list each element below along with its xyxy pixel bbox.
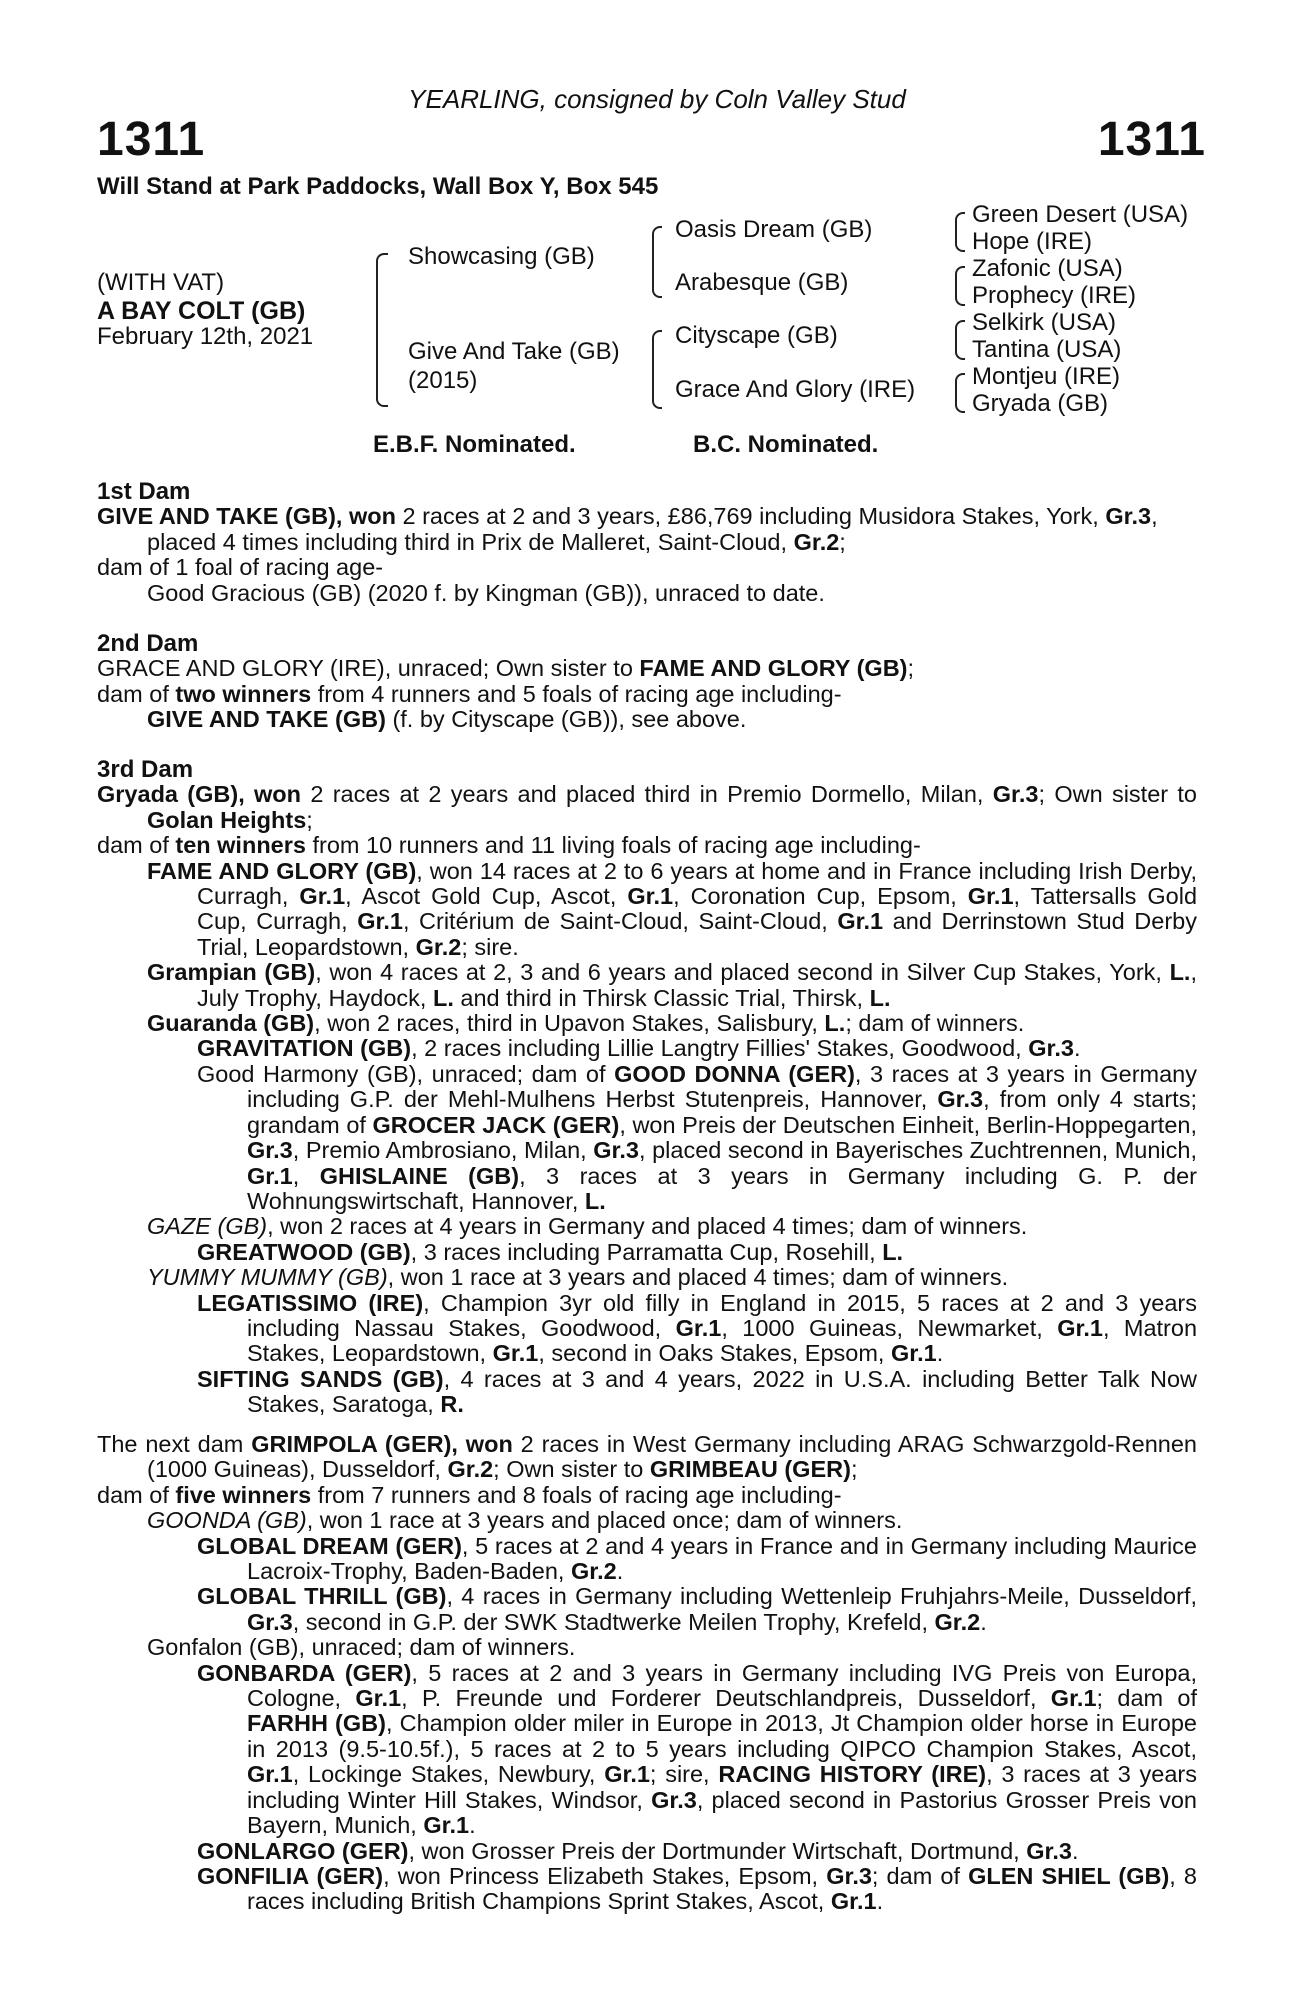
pedigree-dam-year: (2015) [408,367,478,394]
second-dam-text-5: (f. by Cityscape (GB)), see above. [385,706,747,733]
next-dam-section [97,1432,1197,1915]
winners-count: five winners [175,1481,312,1508]
list-item: GLOBAL THRILL (GB), 4 races in Germany including Wettenleip Fruhjahrs-Meile, Dusseldorf, Gr.3, second in G.P. der SWK Stadtwerke Meilen Trophy, Krefeld, Gr.2. [197,1583,1198,1635]
horse-description: A BAY COLT (GB) [97,297,306,325]
second-dam-text-4: from 4 runners and 5 foals of racing age including- [311,680,842,707]
pedigree-g3-7: Montjeu (IRE) [972,363,1121,390]
list-item: Gonfalon (GB), unraced; dam of winners. [147,1634,576,1661]
pedigree-bracket-g3-2 [955,266,965,306]
winners-count: ten winners [175,832,306,859]
third-dam-text-1: 2 races at 2 years and placed third in Premio Dormello, Milan, [301,781,993,808]
list-item: Guaranda (GB), won 2 races, third in Upavon Stakes, Salisbury, L.; dam of winners. [147,1010,1025,1037]
sibling-name: FAME AND GLORY (GB) [639,655,908,682]
winners-count: two winners [175,680,312,707]
list-item: GRAVITATION (GB), 2 races including Lillie Langtry Fillies' Stakes, Goodwood, Gr.3. [197,1035,1081,1062]
grade-badge: Gr.3 [992,781,1039,808]
first-dam-record [97,504,1197,555]
pedigree-g3-4: Prophecy (IRE) [972,282,1137,309]
first-dam-text-2: , placed 4 times including third in Prix de Malleret, Saint-Cloud, [147,503,1158,555]
pedigree-sire-dam: Arabesque (GB) [675,269,849,296]
grade-badge: Gr.2 [793,528,840,555]
pedigree-bracket-g3-1 [955,212,965,252]
vat-note: (WITH VAT) [97,269,225,296]
list-item: YUMMY MUMMY (GB), won 1 race at 3 years and placed 4 times; dam of winners. [147,1264,1009,1291]
bc-nomination: B.C. Nominated. [693,431,879,458]
list-item: FAME AND GLORY (GB), won 14 races at 2 to 6 years at home and in France including Irish Derby, Curragh, Gr.1, Ascot Gold Cup, Ascot, Gr.1, Coronation Cup, Epsom, Gr.1, Tattersalls Gold Cup, Curragh, Gr.1, Critérium de Saint-Cloud, Saint-Cloud, Gr.1 and Derrinstown Stud Derby Trial, Leopardstown, Gr.2; sire. [147,857,1198,960]
next-dam-text-4: dam of [97,1481,176,1508]
first-dam-section [97,479,1197,606]
list-item: LEGATISSIMO (IRE), Champion 3yr old filly in England in 2015, 5 races at 2 and 3 years including Nassau Stakes, Goodwood, Gr.1, 1000 Guineas, Newmarket, Gr.1, Matron Stakes, Leopardstown, Gr.1, second in Oaks Stakes, Epsom, Gr.1. [197,1289,1198,1367]
third-dam-name: Gryada (GB), won [97,781,302,808]
list-item: GONBARDA (GER), 5 races at 2 and 3 years in Germany including IVG Preis von Europa, Cologne, Gr.1, P. Freunde und Forderer Deutschlandpreis, Dusseldorf, Gr.1; dam of FARHH (GB), Champion older miler in Europe in 2013, Jt Champion older horse in Europe in 2013 (9.5-10.5f.), 5 races at 2 to 5 years including QIPCO Champion Stakes, Ascot, Gr.1, Lockinge Stakes, Newbury, Gr.1; sire, RACING HISTORY (IRE), 3 races at 3 years including Winter Hill Stakes, Windsor, Gr.3, placed second in Pastorius Grosser Preis von Bayern, Munich, Gr.1. [197,1659,1198,1839]
next-dam-text-2: ; Own sister to [493,1456,650,1483]
pedigree-g3-8: Gryada (GB) [972,390,1109,417]
foaling-date: February 12th, 2021 [97,323,314,350]
list-item: Grampian (GB), won 4 races at 2, 3 and 6 years and placed second in Silver Cup Stakes, York, L., July Trophy, Haydock, L. and third in Thirsk Classic Trial, Thirsk, L. [147,959,1197,1011]
third-dam-produce-note [97,833,1197,858]
pedigree-dam-sire: Cityscape (GB) [675,322,838,349]
first-dam-produce-note: dam of 1 foal of racing age- [97,554,384,581]
next-dam-text-1: 2 races in West Germany including ARAG Schwarzgold-Rennen (1000 Guineas), Dusseldorf, [147,1431,1197,1483]
list-item: GREATWOOD (GB), 3 races including Parramatta Cup, Rosehill, L. [197,1238,904,1265]
second-dam-heading: 2nd Dam [97,630,199,657]
next-dam-record [97,1432,1197,1483]
location-line: Will Stand at Park Paddocks, Wall Box Y, Box 545 [97,173,659,200]
next-dam-text-5: from 7 runners and 8 foals of racing age including- [311,1481,842,1508]
third-dam-record [97,782,1197,833]
second-dam-record [97,656,1197,681]
first-dam-heading: 1st Dam [97,478,191,505]
sibling-name: GRIMBEAU (GER) [649,1456,851,1483]
list-item: GLOBAL DREAM (GER), 5 races at 2 and 4 years in France and in Germany including Maurice Lacroix-Trophy, Baden-Baden, Gr.2. [197,1532,1197,1585]
consignment-line: YEARLING, consigned by Coln Valley Stud [408,84,906,114]
third-dam-text-4: dam of [97,832,176,859]
sibling-name: Golan Heights [147,806,307,833]
pedigree-g3-1: Green Desert (USA) [972,201,1189,228]
list-item: SIFTING SANDS (GB), 4 races at 3 and 4 years, 2022 in U.S.A. including Better Talk Now Stakes, Saratoga, R. [197,1365,1197,1418]
pedigree-bracket-g3-3 [955,320,965,360]
second-dam-text-1: GRACE AND GLORY (IRE), unraced; Own sister to [97,655,640,682]
grade-badge: Gr.3 [1105,503,1152,530]
grade-badge: Gr.2 [447,1456,494,1483]
second-dam-section [97,631,1197,733]
first-dam-text-3: ; [839,528,846,555]
lot-number-right: 1311 [1097,113,1206,166]
list-item: GAZE (GB), won 2 races at 4 years in Germany and placed 4 times; dam of winners. [147,1213,1028,1240]
third-dam-text-2: ; Own sister to [1038,781,1197,808]
pedigree-sire-sire: Oasis Dream (GB) [675,216,873,243]
list-item: GONLARGO (GER), won Grosser Preis der Dortmunder Wirtschaft, Dortmund, Gr.3. [197,1837,1079,1864]
pedigree-dam: Give And Take (GB) [408,338,620,365]
pedigree-g3-3: Zafonic (USA) [972,255,1123,282]
third-dam-text-5: from 10 runners and 11 living foals of racing age including- [305,832,921,859]
first-dam-foal: Good Gracious (GB) (2020 f. by Kingman (GB)), unraced to date. [147,579,825,606]
second-dam-offspring [97,707,1197,732]
pedigree-sire: Showcasing (GB) [408,243,595,270]
pedigree-bracket-main [376,253,388,407]
list-item: GONFILIA (GER), won Princess Elizabeth Stakes, Epsom, Gr.3; dam of GLEN SHIEL (GB), 8 races including British Champions Sprint Stakes, Ascot, Gr.1. [197,1862,1197,1915]
lot-number-left: 1311 [97,113,206,166]
offspring-name: GIVE AND TAKE (GB) [147,706,386,733]
pedigree-g3-6: Tantina (USA) [972,336,1122,363]
list-item: Good Harmony (GB), unraced; dam of GOOD DONNA (GER), 3 races at 3 years in Germany including G.P. der Mehl-Mulhens Herbst Stutenpreis, Hannover, Gr.3, from only 4 starts; grandam of GROCER JACK (GER), won Preis der Deutschen Einheit, Berlin-Hoppegarten, Gr.3, Premio Ambrosiano, Milan, Gr.3, placed second in Bayerisches Zuchtrennen, Munich, Gr.1, GHISLAINE (GB), 3 races at 3 years in Germany including G. P. der Wohnungswirtschaft, Hannover, L. [197,1060,1198,1214]
third-dam-section [97,757,1197,1418]
second-dam-text-3: dam of [97,680,176,707]
next-dam-name: GRIMPOLA (GER), won [251,1431,513,1457]
first-dam-name: GIVE AND TAKE (GB), won [97,503,396,530]
ebf-nomination: E.B.F. Nominated. [373,431,576,458]
pedigree-g3-5: Selkirk (USA) [972,309,1117,336]
first-dam-text-1: 2 races at 2 and 3 years, £86,769 including Musidora Stakes, York, [395,503,1106,530]
pedigree-bracket-dam [652,330,662,409]
third-dam-text-3: ; [306,806,313,833]
pedigree-dam-dam: Grace And Glory (IRE) [675,376,916,403]
pedigree-bracket-sire [652,226,662,298]
pedigree-bracket-g3-4 [955,373,965,413]
next-dam-text-0: The next dam [97,1431,252,1457]
second-dam-produce-note [97,682,1197,707]
third-dam-heading: 3rd Dam [97,756,194,783]
next-dam-text-3: ; [850,1456,858,1483]
second-dam-text-2: ; [907,655,915,682]
list-item: GOONDA (GB), won 1 race at 3 years and placed once; dam of winners. [147,1507,903,1534]
next-dam-produce-note [97,1483,1197,1508]
pedigree-g3-2: Hope (IRE) [972,228,1093,255]
